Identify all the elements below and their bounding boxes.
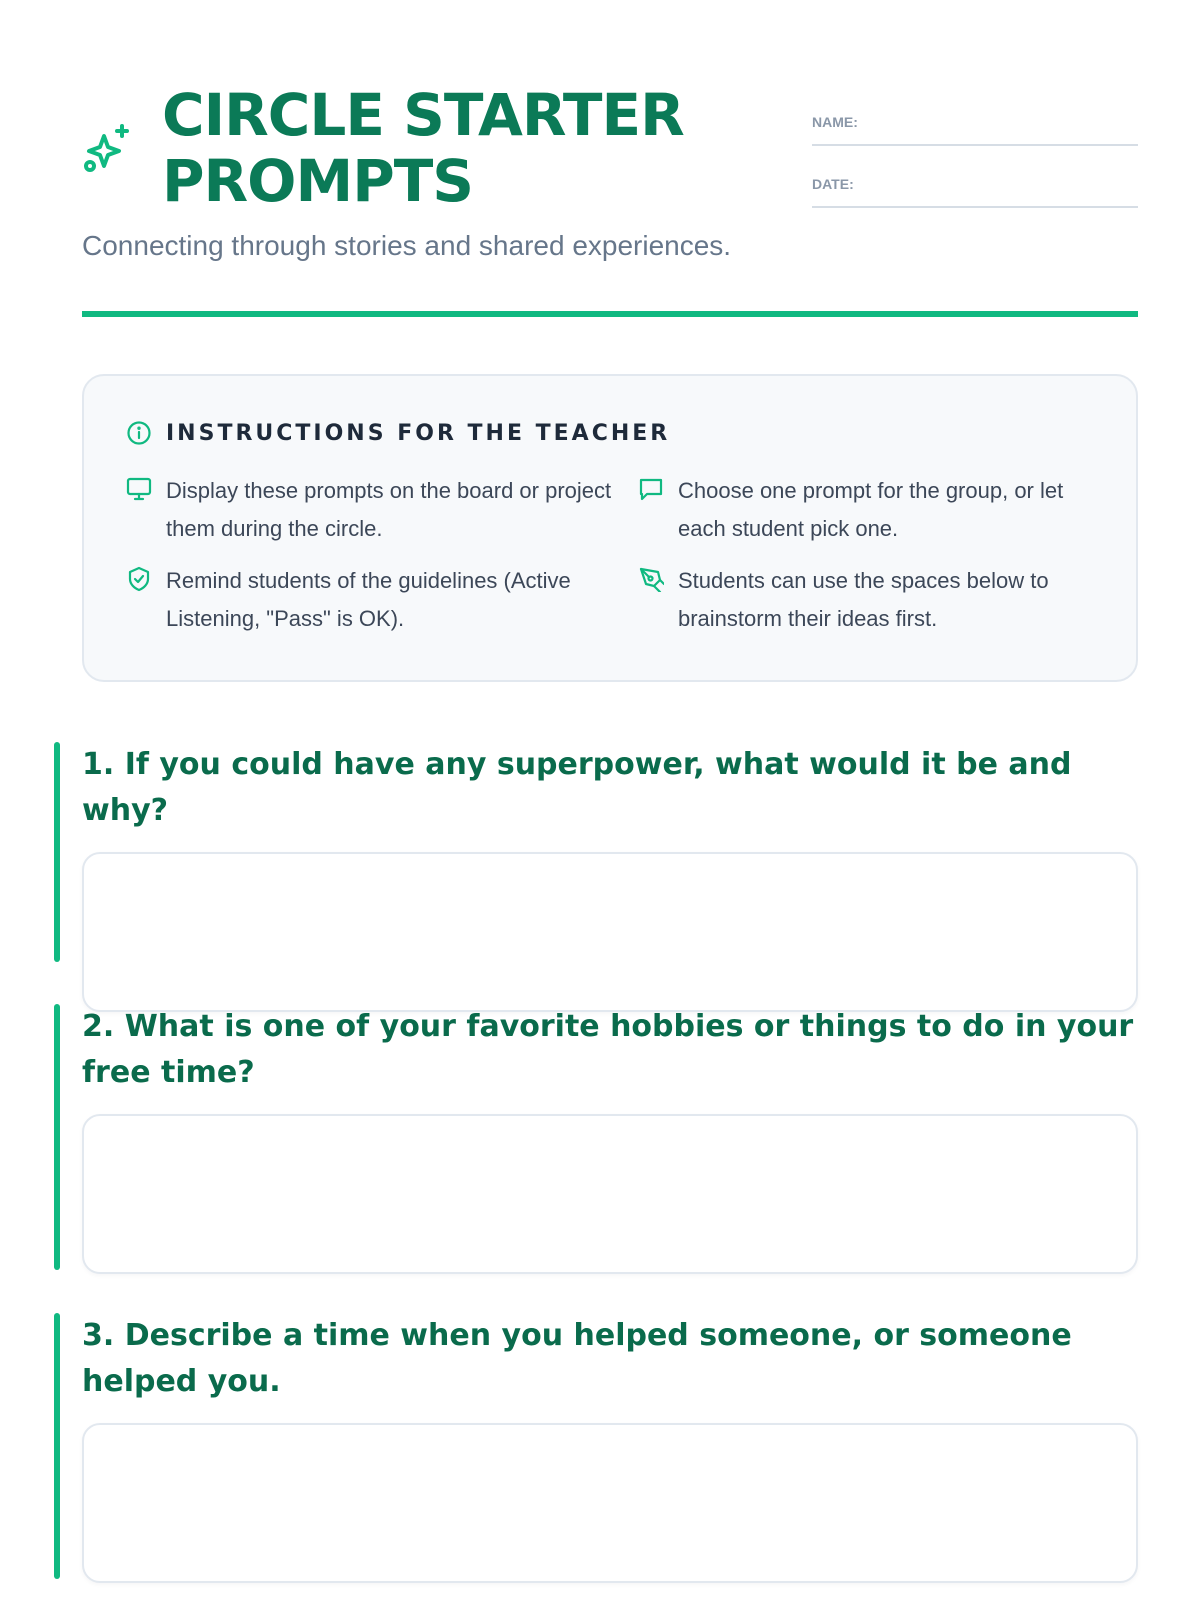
shield-check-icon [126, 566, 152, 592]
date-field[interactable] [812, 160, 1138, 208]
prompt-body [82, 742, 1138, 1012]
instruction-item [638, 472, 1098, 548]
page-subtitle: Connecting through stories and shared experiences. [82, 230, 732, 261]
pen-icon [638, 566, 664, 592]
instructions-card [82, 374, 1138, 682]
prompt-question: 1. If you could have any superpower, what would it be and why? [82, 747, 1072, 828]
instruction-item [126, 562, 638, 638]
prompt-3 [54, 1313, 1138, 1583]
prompt-question: 3. Describe a time when you helped someone, or someone helped you. [82, 1318, 1072, 1399]
instruction-text: Choose one prompt for the group, or let each student pick one. [678, 478, 1064, 541]
name-label: NAME: [812, 114, 858, 130]
instruction-text: Students can use the spaces below to brainstorm their ideas first. [678, 568, 1049, 631]
prompt-body [82, 1004, 1138, 1274]
header [82, 82, 1138, 262]
header-divider [82, 311, 1138, 317]
student-fields [812, 98, 1138, 222]
page-title: CIRCLE STARTER PROMPTS [162, 81, 684, 215]
prompt-body [82, 1313, 1138, 1583]
prompt-accent-bar [54, 1313, 60, 1579]
prompt-accent-bar [54, 1004, 60, 1270]
name-field[interactable] [812, 98, 1138, 146]
instruction-text: Remind students of the guidelines (Active Listening, "Pass" is OK). [166, 568, 571, 631]
date-label: DATE: [812, 176, 854, 192]
instruction-item [126, 472, 638, 548]
prompt-question: 2. What is one of your favorite hobbies or things to do in your free time? [82, 1009, 1134, 1090]
instruction-item [638, 562, 1098, 638]
sparkle-icon [82, 122, 134, 174]
instructions-list [126, 472, 1094, 638]
chat-bubble-icon [638, 476, 664, 502]
prompt-2 [54, 1004, 1138, 1274]
answer-box[interactable] [82, 1114, 1138, 1274]
monitor-icon [126, 476, 152, 502]
prompt-accent-bar [54, 742, 60, 962]
info-icon [126, 420, 152, 446]
instruction-text: Display these prompts on the board or project them during the circle. [166, 478, 612, 541]
instructions-title: INSTRUCTIONS FOR THE TEACHER [166, 420, 671, 446]
answer-box[interactable] [82, 852, 1138, 1012]
answer-box[interactable] [82, 1423, 1138, 1583]
instructions-header [126, 420, 1094, 446]
prompt-1 [54, 742, 1138, 1012]
